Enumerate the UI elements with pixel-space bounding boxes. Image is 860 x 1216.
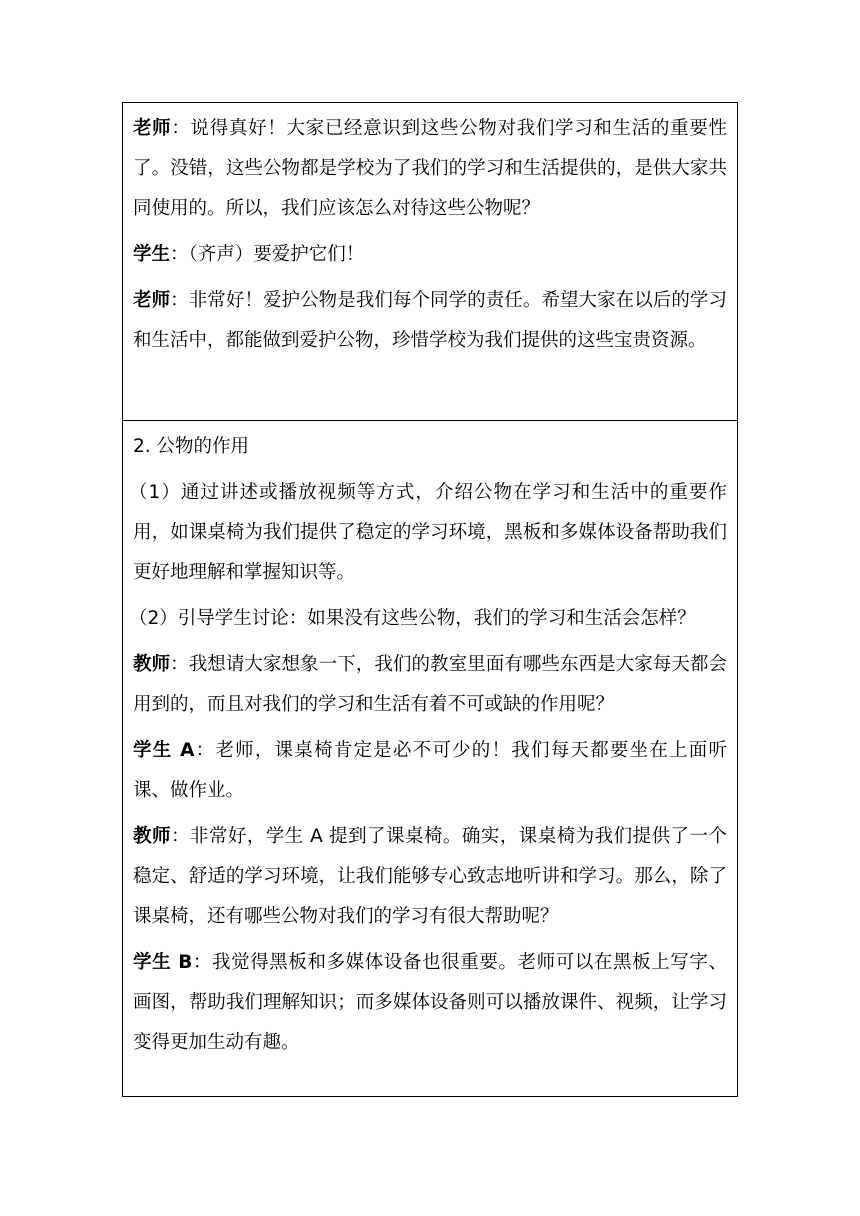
- dialogue-paragraph: [133, 731, 727, 811]
- dialogue-paragraph: [133, 281, 727, 361]
- dialogue-text: ：说得真好！大家已经意识到这些公物对我们学习和生活的重要性了。没错，这些公物都是学校为了我们的学习和生活提供的，是供大家共同使用的。所以，我们应该怎么对待这些公物呢？: [133, 118, 727, 219]
- dialogue-text: ：我觉得黑板和多媒体设备也很重要。老师可以在黑板上写字、画图，帮助我们理解知识；而多媒体设备则可以播放课件、视频，让学习变得更加生动有趣。: [133, 952, 727, 1053]
- list-item: （1）通过讲述或播放视频等方式，介绍公物在学习和生活中的重要作用，如课桌椅为我们提供了稳定的学习环境，黑板和多媒体设备帮助我们更好地理解和掌握知识等。: [129, 482, 727, 583]
- list-item: （2）引导学生讨论：如果没有这些公物，我们的学习和生活会怎样？: [129, 608, 696, 629]
- table-cell-dialogue: [123, 103, 737, 420]
- lesson-table: [122, 102, 738, 1097]
- speaker-label: 教师: [133, 826, 171, 847]
- dialogue-paragraph: [133, 109, 727, 229]
- section-heading: 2. 公物的作用: [133, 436, 250, 457]
- dialogue-paragraph: [133, 817, 727, 937]
- speaker-label: 学生: [133, 244, 171, 265]
- dialogue-text: ：非常好！爱护公物是我们每个同学的责任。希望大家在以后的学习和生活中，都能做到爱护公物，珍惜学校为我们提供的这些宝贵资源。: [133, 290, 727, 351]
- speaker-label: 老师: [133, 290, 171, 311]
- speaker-label: 老师: [133, 118, 172, 139]
- table-cell-public-property: [123, 420, 737, 1096]
- dialogue-text: ：老师，课桌椅肯定是必不可少的！我们每天都要坐在上面听课、做作业。: [133, 740, 727, 801]
- dialogue-paragraph: [133, 235, 727, 275]
- dialogue-paragraph: [133, 943, 727, 1063]
- speaker-label: 学生 A: [133, 740, 195, 761]
- dialogue-text: ：非常好，学生 A 提到了课桌椅。确实，课桌椅为我们提供了一个稳定、舒适的学习环境，让我们能够专心致志地听讲和学习。那么，除了课桌椅，还有哪些公物对我们的学习有很大帮助呢？: [133, 826, 727, 927]
- speaker-label: 学生 B: [133, 952, 193, 973]
- dialogue-text: ：我想请大家想象一下，我们的教室里面有哪些东西是大家每天都会用到的，而且对我们的学习和生活有着不可或缺的作用呢？: [133, 654, 727, 715]
- dialogue-text: ：（齐声）要爱护它们！: [170, 244, 365, 265]
- dialogue-paragraph: [133, 645, 727, 725]
- speaker-label: 教师: [133, 654, 171, 675]
